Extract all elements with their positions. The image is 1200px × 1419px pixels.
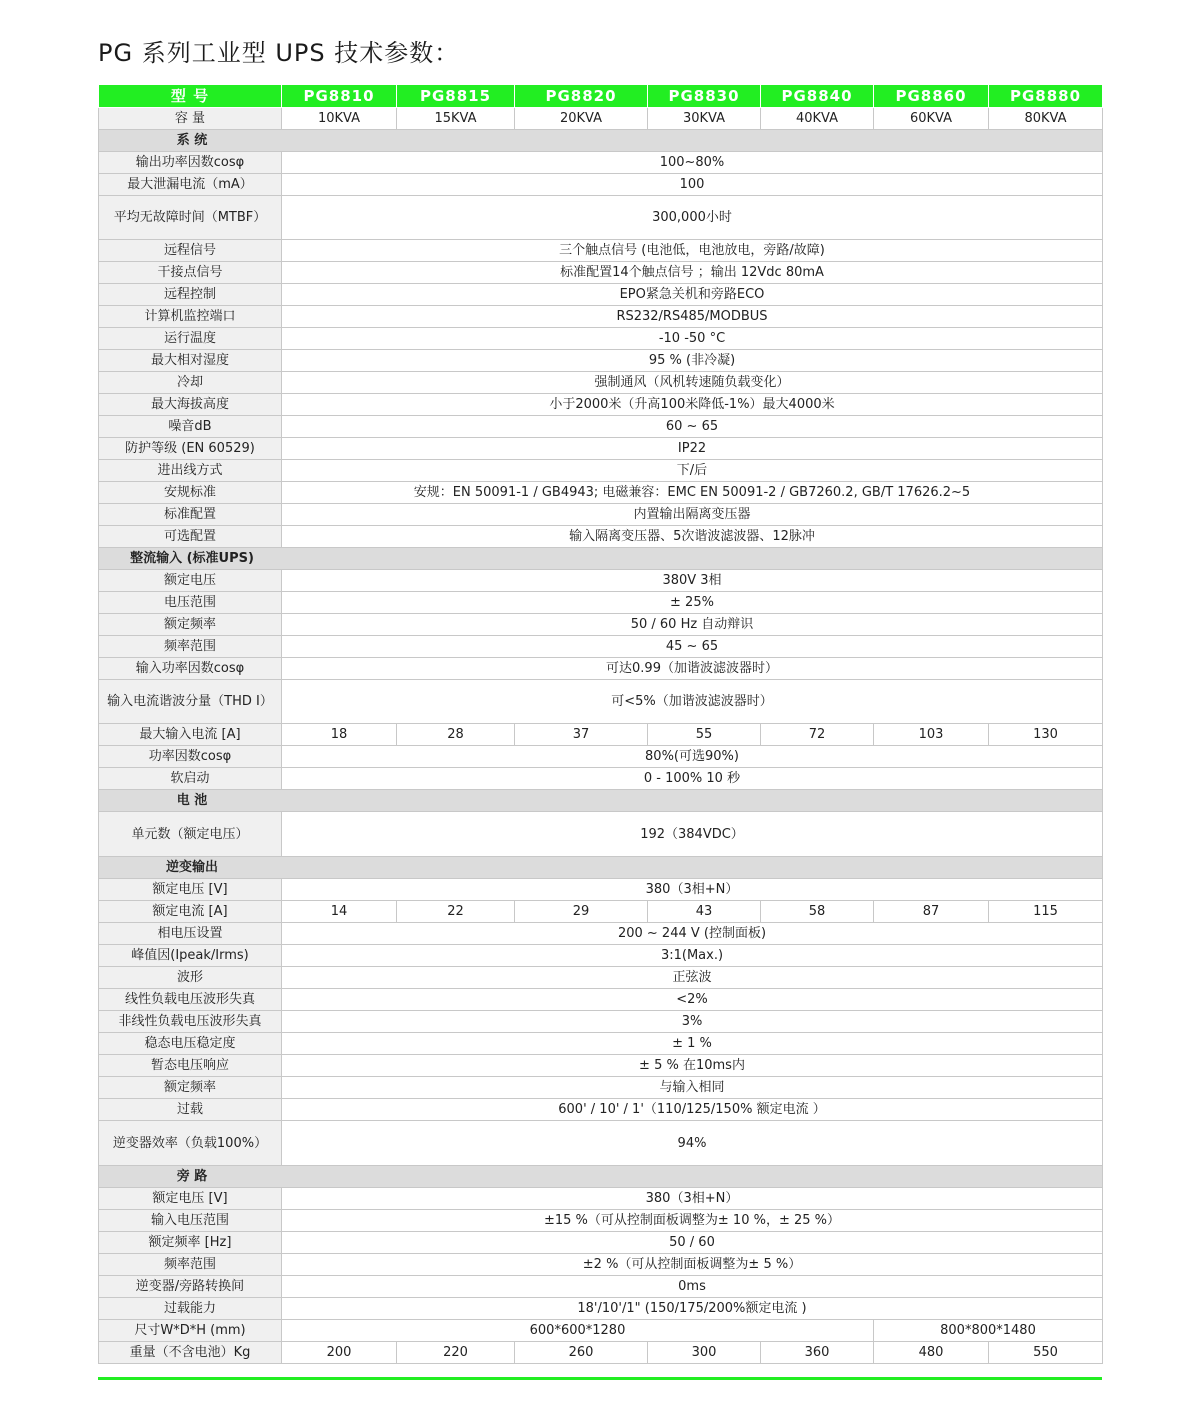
cell-value: 14 [282,901,397,923]
cell-value: 300,000小时 [282,196,1103,240]
cell-value: 可<5%（加谐波滤波器时） [282,680,1103,724]
row-label: 防护等级 (EN 60529) [99,438,282,460]
cell-value: EPO紧急关机和旁路ECO [282,284,1103,306]
cell-value: 60 ~ 65 [282,416,1103,438]
cell-value: 37 [515,724,648,746]
row-label: 额定频率 [99,614,282,636]
row-label: 额定频率 [99,1077,282,1099]
row-label: 软启动 [99,768,282,790]
table-row [99,945,1103,967]
table-row [99,284,1103,306]
cell-value: 80KVA [989,108,1103,130]
cell-value: 380V 3相 [282,570,1103,592]
row-label: 峰值因(Ipeak/Irms) [99,945,282,967]
cell-value: <2% [282,989,1103,1011]
cell-value: 3% [282,1011,1103,1033]
section-label: 系 统 [176,133,208,148]
cell-value: RS232/RS485/MODBUS [282,306,1103,328]
section-title [99,857,1103,879]
table-row [99,1121,1103,1166]
row-label: 线性负载电压波形失真 [99,989,282,1011]
table-row [99,482,1103,504]
row-label: 远程信号 [99,240,282,262]
row-label: 过载能力 [99,1298,282,1320]
cell-value: 18 [282,724,397,746]
row-label: 标准配置 [99,504,282,526]
row-label: 计算机监控端口 [99,306,282,328]
cell-value: 103 [874,724,989,746]
table-row [99,768,1103,790]
cell-value: 72 [761,724,874,746]
cell-value: 29 [515,901,648,923]
cell-value: -10 -50 °C [282,328,1103,350]
cell-value: PG8810 [282,85,397,108]
table-row [99,394,1103,416]
table-row [99,196,1103,240]
cell-value: 30KVA [648,108,761,130]
row-label: 最大相对湿度 [99,350,282,372]
table-row [99,680,1103,724]
cell-value: 130 [989,724,1103,746]
row-label: 安规标准 [99,482,282,504]
table-row [99,1254,1103,1276]
row-label: 频率范围 [99,1254,282,1276]
table-row [99,658,1103,680]
cell-value: PG8880 [989,85,1103,108]
cell-value: 型 号 [99,85,282,108]
table-row [99,570,1103,592]
spec-table [98,84,1103,1364]
cell-value: 600' / 10' / 1'（110/125/150% 额定电流 ） [282,1099,1103,1121]
cell-value: PG8820 [515,85,648,108]
table-row [99,438,1103,460]
row-label: 额定电压 [V] [99,879,282,901]
row-label: 冷却 [99,372,282,394]
row-label: 可选配置 [99,526,282,548]
row-label: 最大海拔高度 [99,394,282,416]
cell-value: 与输入相同 [282,1077,1103,1099]
table-row [99,174,1103,196]
section-header [99,548,1103,570]
cell-value: PG8815 [397,85,515,108]
row-label: 暂态电压响应 [99,1055,282,1077]
table-row [99,1011,1103,1033]
row-label: 单元数（额定电压） [99,812,282,857]
cell-value: 安规：EN 50091-1 / GB4943; 电磁兼容：EMC EN 50091-2 / GB7260.2, GB/T 17626.2~5 [282,482,1103,504]
cell-value: ±15 %（可从控制面板调整为± 10 %，± 25 %） [282,1210,1103,1232]
cell-value: 380（3相+N） [282,1188,1103,1210]
table-row [99,1099,1103,1121]
cell-value: 强制通风（风机转速随负载变化） [282,372,1103,394]
cell-value: 80%(可选90%) [282,746,1103,768]
cell-value: 260 [515,1342,648,1364]
section-label: 电 池 [176,793,208,808]
row-label: 频率范围 [99,636,282,658]
section-label: 旁 路 [176,1169,208,1184]
cell-value: 300 [648,1342,761,1364]
section-header [99,130,1103,152]
row-label: 重量（不含电池）Kg [99,1342,282,1364]
cell-value: PG8830 [648,85,761,108]
table-row [99,1188,1103,1210]
cell-value: 600*600*1280 [282,1320,874,1342]
cell-value: 100~80% [282,152,1103,174]
table-row [99,416,1103,438]
cell-value: 内置输出隔离变压器 [282,504,1103,526]
table-row [99,460,1103,482]
table-row [99,350,1103,372]
section-header [99,790,1103,812]
cell-value: 28 [397,724,515,746]
table-row [99,1298,1103,1320]
cell-value: 200 [282,1342,397,1364]
row-label: 容 量 [99,108,282,130]
section-header [99,857,1103,879]
table-row [99,1077,1103,1099]
table-row [99,1210,1103,1232]
cell-value: 800*800*1480 [874,1320,1103,1342]
cell-value: 94% [282,1121,1103,1166]
section-title [99,1166,1103,1188]
cell-value: 三个触点信号 (电池低，电池放电，旁路/故障) [282,240,1103,262]
row-label: 逆变器/旁路转换间 [99,1276,282,1298]
table-row [99,1232,1103,1254]
cell-value: 95 % (非冷凝) [282,350,1103,372]
cell-value: 小于2000米（升高100米降低-1%）最大4000米 [282,394,1103,416]
cell-value: ± 25% [282,592,1103,614]
row-label: 尺寸W*D*H (mm) [99,1320,282,1342]
table-row [99,262,1103,284]
row-label: 额定电压 [99,570,282,592]
cell-value: 100 [282,174,1103,196]
cell-value: 360 [761,1342,874,1364]
section-title [99,130,1103,152]
row-label: 最大泄漏电流（mA） [99,174,282,196]
cell-value: 115 [989,901,1103,923]
table-row [99,1320,1103,1342]
cell-value: 55 [648,724,761,746]
section-title [99,790,1103,812]
table-row [99,372,1103,394]
row-label: 运行温度 [99,328,282,350]
table-row [99,724,1103,746]
row-label: 输入电流谐波分量（THD I） [99,680,282,724]
table-row [99,504,1103,526]
cell-value: ±2 %（可从控制面板调整为± 5 %） [282,1254,1103,1276]
section-label: 逆变输出 [165,860,218,875]
cell-value: ± 1 % [282,1033,1103,1055]
table-row [99,989,1103,1011]
row-label: 干接点信号 [99,262,282,284]
table-row [99,901,1103,923]
row-label: 平均无故障时间（MTBF） [99,196,282,240]
cell-value: 50 / 60 Hz 自动辩识 [282,614,1103,636]
cell-value: 可达0.99（加谐波滤波器时） [282,658,1103,680]
cell-value: 10KVA [282,108,397,130]
cell-value: 标准配置14个触点信号 ；输出 12Vdc 80mA [282,262,1103,284]
cell-value: 输入隔离变压器、5次谐波滤波器、12脉冲 [282,526,1103,548]
cell-value: 220 [397,1342,515,1364]
cell-value: 380（3相+N） [282,879,1103,901]
row-label: 波形 [99,967,282,989]
cell-value: IP22 [282,438,1103,460]
row-label: 电压范围 [99,592,282,614]
cell-value: 60KVA [874,108,989,130]
cell-value: 20KVA [515,108,648,130]
table-row [99,306,1103,328]
row-label: 额定频率 [Hz] [99,1232,282,1254]
cell-value: 550 [989,1342,1103,1364]
row-label: 相电压设置 [99,923,282,945]
header-row [99,85,1103,108]
cell-value: ± 5 % 在10ms内 [282,1055,1103,1077]
section-header [99,1166,1103,1188]
page-title: PG 系列工业型 UPS 技术参数： [98,39,460,67]
table-row [99,526,1103,548]
row-label: 稳态电压稳定度 [99,1033,282,1055]
table-row [99,240,1103,262]
table-row [99,1342,1103,1364]
row-label: 功率因数cosφ [99,746,282,768]
row-label: 输入功率因数cosφ [99,658,282,680]
cell-value: 43 [648,901,761,923]
cell-value: 0ms [282,1276,1103,1298]
table-row [99,746,1103,768]
cell-value: PG8840 [761,85,874,108]
table-row [99,1055,1103,1077]
table-row [99,879,1103,901]
cell-value: 200 ~ 244 V (控制面板) [282,923,1103,945]
cell-value: 58 [761,901,874,923]
row-label: 输出功率因数cosφ [99,152,282,174]
cell-value: 50 / 60 [282,1232,1103,1254]
row-label: 非线性负载电压波形失真 [99,1011,282,1033]
table-row [99,152,1103,174]
cell-value: 15KVA [397,108,515,130]
cell-value: 87 [874,901,989,923]
cell-value: 18'/10'/1" (150/175/200%额定电流 ) [282,1298,1103,1320]
section-title [99,548,1103,570]
table-row [99,1276,1103,1298]
row-label: 额定电压 [V] [99,1188,282,1210]
cell-value: 0 - 100% 10 秒 [282,768,1103,790]
row-label: 远程控制 [99,284,282,306]
cell-value: 192（384VDC） [282,812,1103,857]
cell-value: 正弦波 [282,967,1103,989]
cell-value: 下/后 [282,460,1103,482]
bottom-rule [98,1377,1102,1380]
table-row [99,1033,1103,1055]
cell-value: PG8860 [874,85,989,108]
row-label: 进出线方式 [99,460,282,482]
table-row [99,614,1103,636]
row-label: 过载 [99,1099,282,1121]
cell-value: 480 [874,1342,989,1364]
table-row [99,923,1103,945]
row-label: 噪音dB [99,416,282,438]
cell-value: 40KVA [761,108,874,130]
table-row [99,592,1103,614]
table-row [99,328,1103,350]
table-row [99,967,1103,989]
row-label: 最大输入电流 [A] [99,724,282,746]
row-label: 逆变器效率（负载100%） [99,1121,282,1166]
section-label: 整流输入 (标准UPS) [130,551,254,566]
row-label: 额定电流 [A] [99,901,282,923]
cell-value: 22 [397,901,515,923]
table-row [99,636,1103,658]
row-label: 输入电压范围 [99,1210,282,1232]
table-row [99,108,1103,130]
cell-value: 3:1(Max.) [282,945,1103,967]
table-row [99,812,1103,857]
cell-value: 45 ~ 65 [282,636,1103,658]
